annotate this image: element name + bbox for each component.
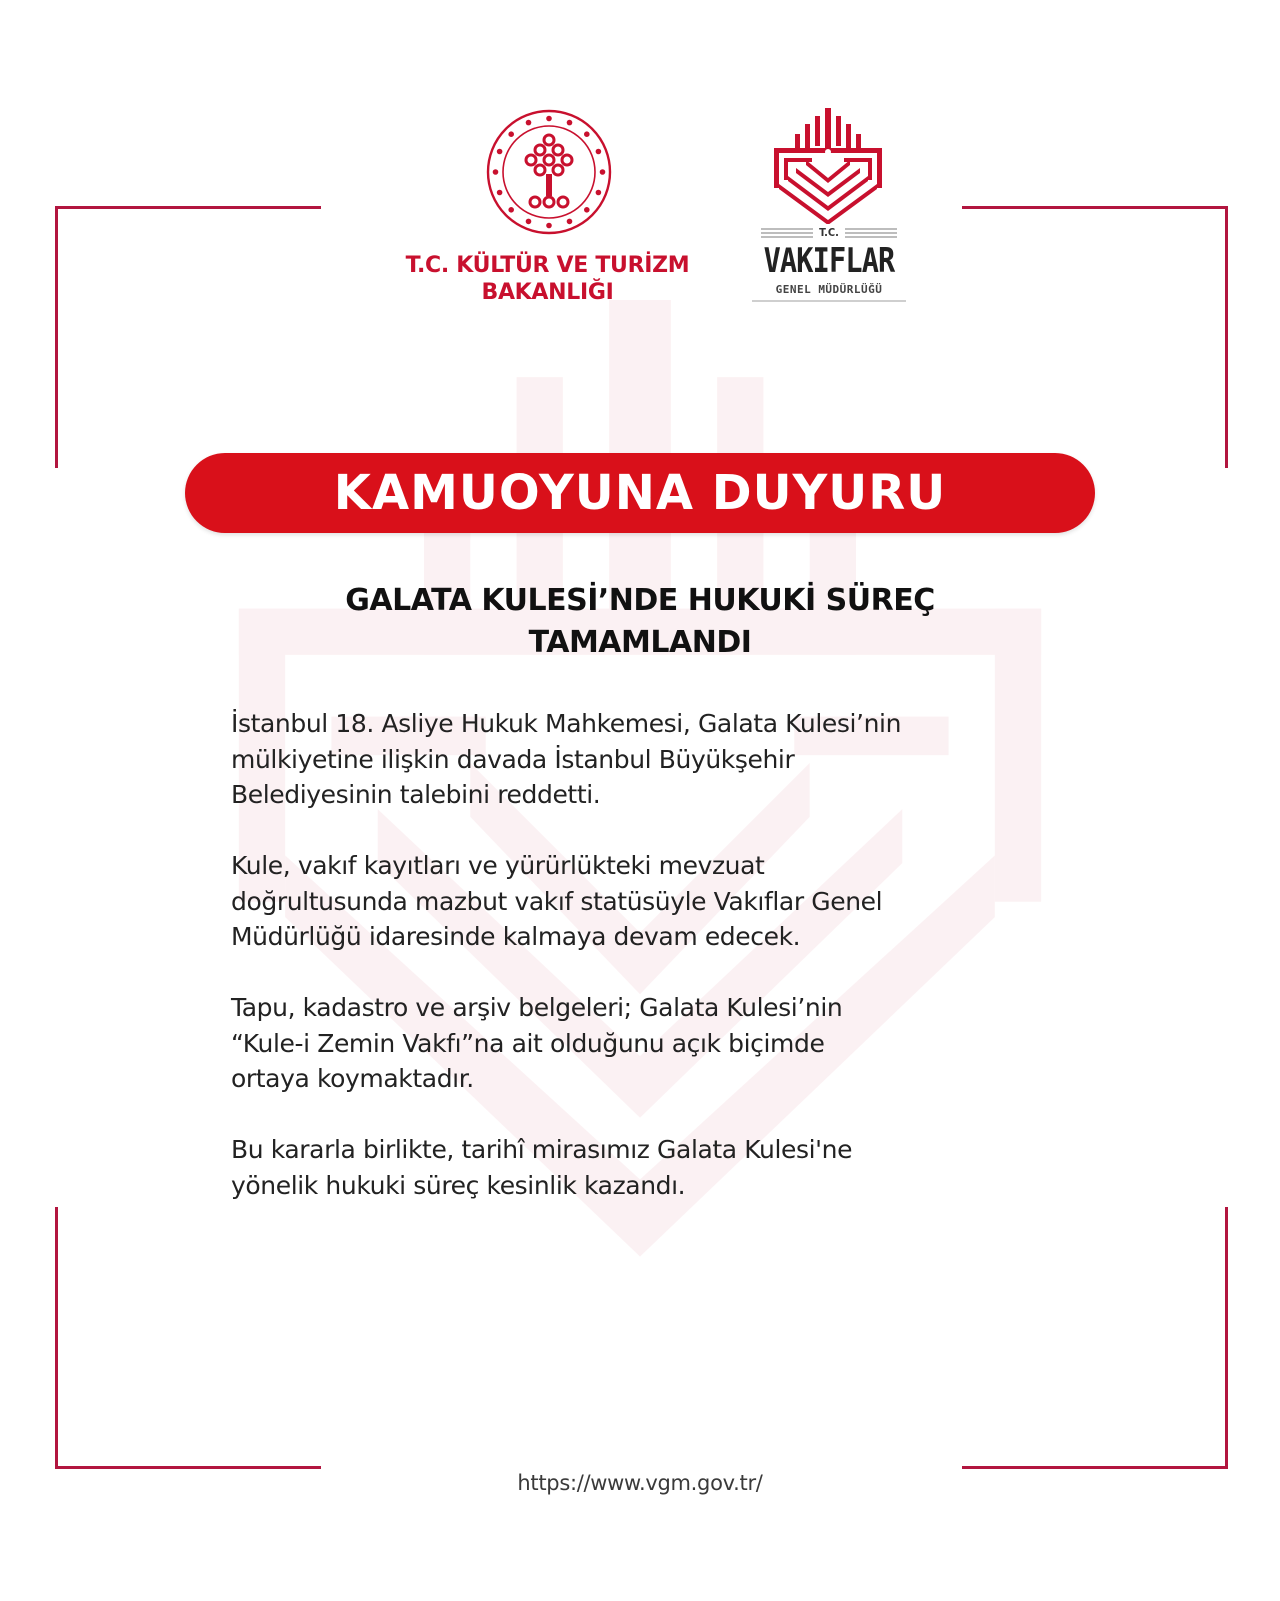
paragraph-1 — [231, 706, 1081, 813]
paragraph-line: mülkiyetine ilişkin davada İstanbul Büyükşehir — [231, 744, 795, 774]
decorative-lines-right — [845, 228, 897, 238]
website-link[interactable]: https://www.vgm.gov.tr/ — [517, 1471, 763, 1495]
paragraph-line: Belediyesinin talebini reddetti. — [231, 780, 601, 809]
vakiflar-emblem-icon — [770, 108, 886, 224]
corner-bracket-bottom-left — [55, 1207, 321, 1469]
paragraph-line: Tapu, kadastro ve arşiv belgeleri; Galata Kulesi’nin — [231, 993, 843, 1022]
paragraph-3 — [231, 990, 1081, 1097]
announcement-banner — [185, 453, 1095, 533]
ministry-emblem-icon — [485, 108, 613, 236]
ministry-name-line2: BAKANLIĞI — [481, 280, 614, 305]
vgm-name: VAKIFLAR — [763, 241, 895, 281]
paragraph-line: “Kule-i Zemin Vakfı”na ait olduğunu açık biçimde — [231, 1028, 825, 1058]
paragraph-line: Müdürlüğü idaresinde kalmaya devam edecek. — [231, 922, 801, 951]
paragraph-line: Bu kararla birlikte, tarihî mirasımız Galata Kulesi'ne — [231, 1135, 853, 1164]
corner-bracket-top-right — [962, 206, 1228, 468]
vgm-subtitle-underline — [752, 300, 906, 302]
vgm-subtitle: GENEL MÜDÜRLÜĞÜ — [775, 283, 883, 296]
ministry-name-line1: T.C. KÜLTÜR VE TURİZM — [405, 253, 690, 278]
paragraph-line: Kule, vakıf kayıtları ve yürürlükteki mevzuat — [231, 851, 765, 880]
corner-bracket-top-left — [55, 206, 321, 468]
headline-line2: TAMAMLANDI — [528, 625, 752, 660]
ministry-name — [360, 252, 735, 306]
announcement-title: KAMUOYUNA DUYURU — [333, 465, 947, 521]
vgm-tc-row — [752, 226, 906, 240]
announcement-body — [231, 706, 1081, 1239]
paragraph-line: yönelik hukuki süreç kesinlik kazandı. — [231, 1170, 686, 1200]
headline-line1: GALATA KULESİ’NDE HUKUKİ SÜREÇ — [345, 583, 935, 618]
paragraph-line: ortaya koymaktadır. — [231, 1064, 474, 1093]
paragraph-4 — [231, 1132, 1081, 1203]
paragraph-line: doğrultusunda mazbut vakıf statüsüyle Vakıflar Genel — [231, 886, 883, 916]
corner-bracket-bottom-right — [962, 1207, 1228, 1469]
paragraph-2 — [231, 848, 1081, 955]
paragraph-line: İstanbul 18. Asliye Hukuk Mahkemesi, Galata Kulesi’nin — [231, 709, 902, 738]
vgm-tc: T.C. — [819, 226, 839, 239]
decorative-lines-left — [761, 228, 813, 238]
headline — [230, 580, 1050, 664]
